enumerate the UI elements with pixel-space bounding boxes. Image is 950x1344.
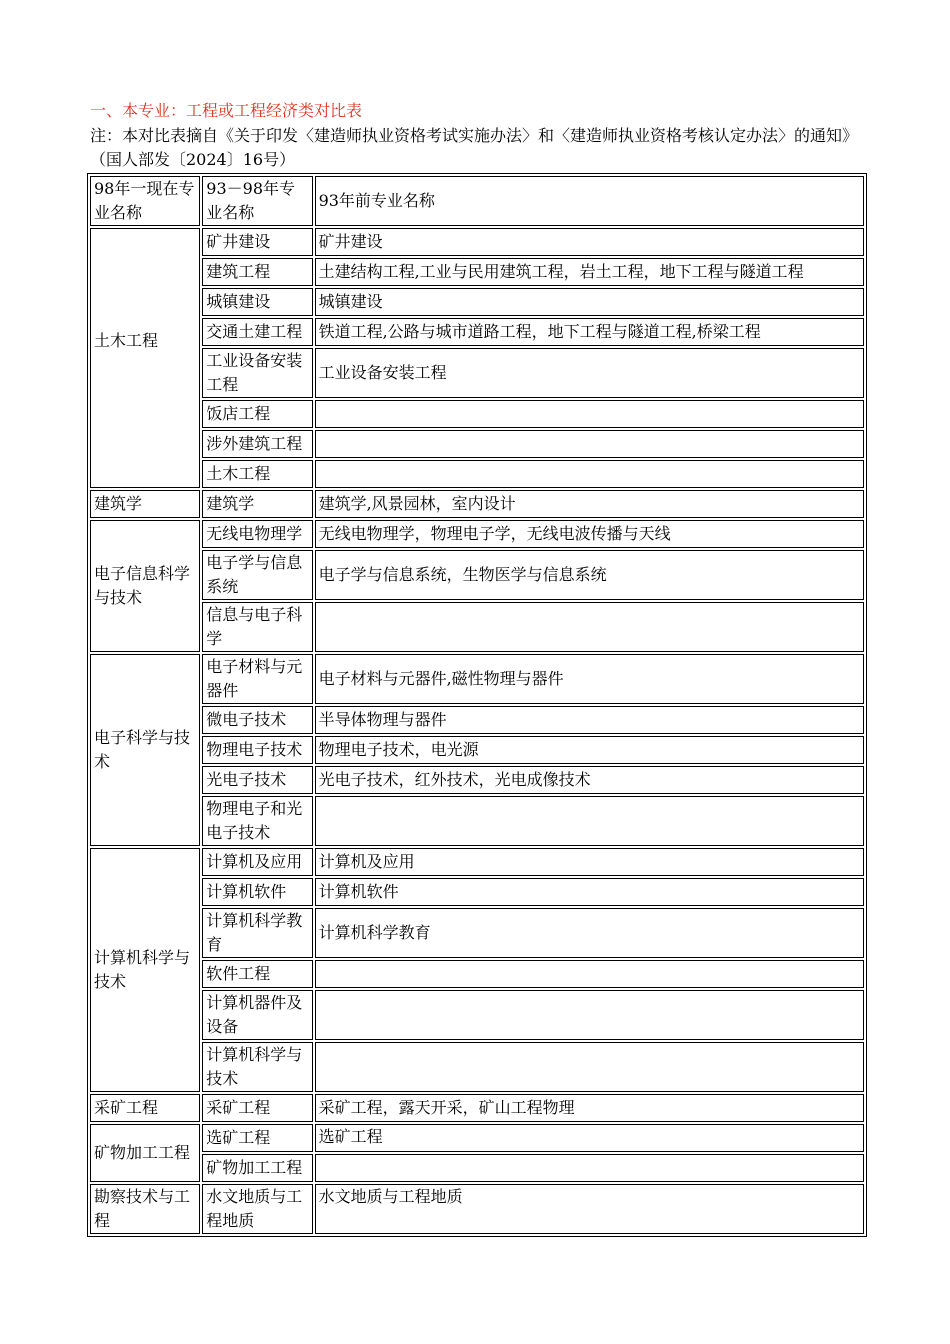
- table-row: [90, 228, 864, 256]
- mid-major: 物理电子和光电子技术: [202, 796, 312, 846]
- header-pre-93-major: 93年前专业名称: [315, 176, 864, 226]
- table-row: [90, 908, 864, 958]
- table-row: [90, 400, 864, 428]
- table-row: [90, 1184, 864, 1234]
- mid-major: 光电子技术: [202, 766, 312, 794]
- group-name-mining: 采矿工程: [90, 1094, 200, 1122]
- header-current-major: 98年一现在专业名称: [90, 176, 200, 226]
- source-note: 注：本对比表摘自《关于印发〈建造师执业资格考试实施办法〉和〈建造师执业资格考核认定办法〉的通知》（国人部发〔2024〕16号）: [90, 126, 859, 169]
- group-name-survey: 勘察技术与工程: [90, 1184, 200, 1234]
- table-row: [90, 1094, 864, 1122]
- mid-major: 选矿工程: [202, 1124, 312, 1152]
- old-major: [315, 796, 864, 846]
- table-row: [90, 796, 864, 846]
- mid-major: 电子学与信息系统: [202, 550, 312, 600]
- old-major: 光电子技术，红外技术，光电成像技术: [315, 766, 864, 794]
- table-row: [90, 318, 864, 346]
- mid-major: 建筑工程: [202, 258, 312, 286]
- table-row: [90, 990, 864, 1040]
- group-name-electronic-science: 电子科学与技术: [90, 654, 200, 846]
- mid-major: 计算机科学教育: [202, 908, 312, 958]
- old-major: 计算机及应用: [315, 848, 864, 876]
- old-major: [315, 1042, 864, 1092]
- old-major: [315, 1154, 864, 1182]
- old-major: 半导体物理与器件: [315, 706, 864, 734]
- mid-major: 矿物加工工程: [202, 1154, 312, 1182]
- table-row: [90, 766, 864, 794]
- old-major: [315, 960, 864, 988]
- mid-major: 建筑学: [202, 490, 312, 518]
- mid-major: 计算机科学与技术: [202, 1042, 312, 1092]
- table-row: [90, 550, 864, 600]
- group-name-electronic-information: 电子信息科学与技术: [90, 520, 200, 652]
- mid-major: 采矿工程: [202, 1094, 312, 1122]
- table-header-row: [90, 176, 864, 226]
- mid-major: 计算机软件: [202, 878, 312, 906]
- table-row: [90, 288, 864, 316]
- mid-major: 交通土建工程: [202, 318, 312, 346]
- old-major: [315, 430, 864, 458]
- old-major: 无线电物理学，物理电子学，无线电波传播与天线: [315, 520, 864, 548]
- mid-major: 计算机器件及设备: [202, 990, 312, 1040]
- old-major: 物理电子技术，电光源: [315, 736, 864, 764]
- old-major: 电子材料与元器件,磁性物理与器件: [315, 654, 864, 704]
- old-major: 计算机科学教育: [315, 908, 864, 958]
- table-row: [90, 1124, 864, 1152]
- mid-major: 微电子技术: [202, 706, 312, 734]
- table-row: [90, 460, 864, 488]
- table-row: [90, 960, 864, 988]
- mid-major: 工业设备安装工程: [202, 348, 312, 398]
- old-major: 水文地质与工程地质: [315, 1184, 864, 1234]
- mid-major: 软件工程: [202, 960, 312, 988]
- old-major: 选矿工程: [315, 1124, 864, 1152]
- old-major: 土建结构工程,工业与民用建筑工程，岩土工程，地下工程与隧道工程: [315, 258, 864, 286]
- section-title: 一、本专业：工程或工程经济类对比表: [90, 101, 363, 120]
- old-major: 计算机软件: [315, 878, 864, 906]
- old-major: [315, 400, 864, 428]
- table-row: [90, 706, 864, 734]
- mid-major: 涉外建筑工程: [202, 430, 312, 458]
- table-row: [90, 490, 864, 518]
- mid-major: 城镇建设: [202, 288, 312, 316]
- table-row: [90, 258, 864, 286]
- old-major: 采矿工程，露天开采，矿山工程物理: [315, 1094, 864, 1122]
- mid-major: 电子材料与元器件: [202, 654, 312, 704]
- old-major: 工业设备安装工程: [315, 348, 864, 398]
- old-major: [315, 460, 864, 488]
- mid-major: 水文地质与工程地质: [202, 1184, 312, 1234]
- old-major: 电子学与信息系统，生物医学与信息系统: [315, 550, 864, 600]
- mid-major: 物理电子技术: [202, 736, 312, 764]
- table-row: [90, 1042, 864, 1092]
- major-comparison-table: [87, 173, 867, 1237]
- group-name-mineral-processing: 矿物加工工程: [90, 1124, 200, 1182]
- group-name-architecture: 建筑学: [90, 490, 200, 518]
- group-name-computer-science: 计算机科学与技术: [90, 848, 200, 1092]
- mid-major: 信息与电子科学: [202, 602, 312, 652]
- old-major: [315, 990, 864, 1040]
- group-name-civil: 土木工程: [90, 228, 200, 488]
- mid-major: 无线电物理学: [202, 520, 312, 548]
- table-row: [90, 348, 864, 398]
- table-row: [90, 602, 864, 652]
- old-major: 铁道工程,公路与城市道路工程，地下工程与隧道工程,桥梁工程: [315, 318, 864, 346]
- table-row: [90, 1154, 864, 1182]
- mid-major: 矿井建设: [202, 228, 312, 256]
- table-row: [90, 848, 864, 876]
- table-row: [90, 520, 864, 548]
- document-page: [90, 98, 868, 1237]
- old-major: [315, 602, 864, 652]
- table-row: [90, 878, 864, 906]
- table-row: [90, 654, 864, 704]
- mid-major: 计算机及应用: [202, 848, 312, 876]
- old-major: 城镇建设: [315, 288, 864, 316]
- old-major: 建筑学,风景园林，室内设计: [315, 490, 864, 518]
- mid-major: 饭店工程: [202, 400, 312, 428]
- old-major: 矿井建设: [315, 228, 864, 256]
- table-row: [90, 736, 864, 764]
- table-row: [90, 430, 864, 458]
- header-93-98-major: 93－98年专业名称: [202, 176, 312, 226]
- mid-major: 土木工程: [202, 460, 312, 488]
